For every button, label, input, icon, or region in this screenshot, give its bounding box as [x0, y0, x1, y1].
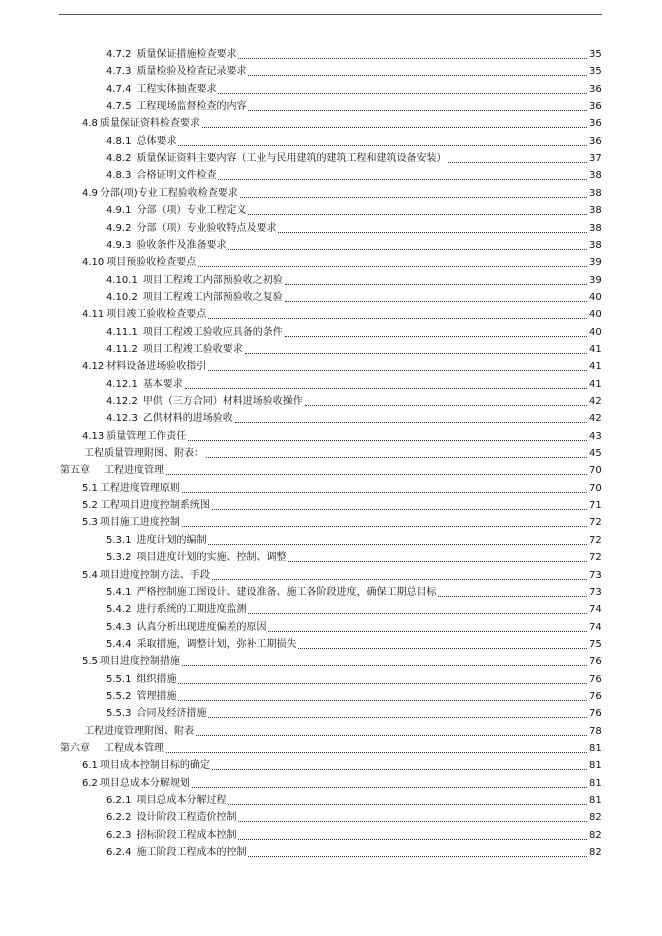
toc-entry-title: 分部（项）专业验收特点及要求 — [136, 222, 277, 234]
toc-leader-dots — [188, 439, 587, 441]
toc-entry[interactable] — [82, 512, 601, 529]
toc-entry-number: 5.4.3 — [106, 621, 132, 633]
toc-entry-page: 70 — [589, 465, 602, 477]
toc-entry[interactable] — [106, 807, 601, 824]
toc-entry-title: 分部（项）专业工程定义 — [136, 205, 247, 217]
toc-entry-number: 4.7.5 — [106, 101, 132, 113]
toc-leader-dots — [198, 265, 587, 267]
toc-entry-number: 4.12.1 — [106, 378, 138, 390]
toc-entry-title: 甲供（三方合同）材料进场验收操作 — [142, 396, 303, 407]
toc-entry-title: 质量管理工作责任 — [106, 430, 187, 442]
toc-entry-page: 81 — [589, 795, 602, 807]
toc-entry[interactable] — [106, 218, 601, 235]
toc-entry[interactable] — [82, 183, 601, 200]
toc-entry-title: 项目施工进度控制 — [99, 517, 180, 529]
toc-entry-title: 设计阶段工程造价控制 — [136, 812, 237, 824]
toc-entry[interactable] — [106, 96, 601, 113]
toc-entry-number: 4.10.2 — [106, 291, 138, 303]
toc-entry-page: 72 — [589, 552, 602, 564]
toc-entry-page: 43 — [589, 430, 602, 442]
toc-entry-title: 项目总成本分解过程 — [136, 795, 227, 807]
toc-leader-dots — [218, 178, 587, 180]
toc-entry-number: 4.10 — [82, 257, 105, 269]
toc-entry-page: 40 — [589, 291, 602, 303]
toc-entry[interactable] — [106, 391, 601, 408]
toc-leader-dots — [228, 248, 587, 250]
toc-entry-title: 分部(项)专业工程验收检查要求 — [99, 187, 238, 199]
toc-entry-page: 81 — [589, 743, 602, 754]
toc-leader-dots — [268, 630, 587, 632]
toc-leader-dots — [208, 369, 587, 371]
toc-leader-dots — [248, 612, 587, 614]
toc-leader-dots — [182, 525, 587, 527]
toc-entry-page: 42 — [589, 413, 602, 425]
toc-entry-title: 工程项目进度控制系统图 — [99, 500, 210, 512]
toc-entry-page: 38 — [589, 170, 602, 182]
toc-entry-page: 38 — [589, 222, 602, 234]
toc-entry-number: 5.5.3 — [106, 708, 132, 720]
toc-entry[interactable] — [106, 790, 601, 807]
toc-entry-title: 乙供材料的进场验收 — [142, 413, 233, 425]
toc-entry[interactable] — [106, 79, 601, 96]
toc-entry-title: 工程成本管理 — [104, 743, 164, 754]
toc-entry-page: 38 — [589, 205, 602, 217]
toc-leader-dots — [208, 317, 587, 319]
toc-leader-dots — [218, 92, 587, 94]
toc-entry-number: 4.7.4 — [106, 83, 132, 95]
toc-entry-page: 39 — [589, 257, 602, 269]
toc-leader-dots — [178, 699, 587, 701]
toc-entry[interactable] — [82, 356, 601, 373]
toc-entry-title: 合格证明文件检查 — [136, 170, 217, 182]
toc-entry-title: 项目工程竣工验收要求 — [142, 343, 243, 355]
toc-entry-page: 38 — [589, 187, 602, 199]
toc-entry-number: 4.7.3 — [106, 66, 132, 78]
toc-entry-page: 70 — [589, 482, 602, 494]
toc-leader-dots — [166, 751, 587, 753]
toc-entry-number: 4.8 — [82, 118, 98, 130]
toc-entry-page: 36 — [589, 83, 602, 95]
toc-leader-dots — [208, 716, 587, 718]
toc-entry[interactable] — [106, 339, 601, 356]
toc-entry-page: 36 — [589, 118, 602, 130]
toc-entry-page: 78 — [589, 725, 602, 737]
toc-entry[interactable] — [106, 374, 601, 391]
toc-entry[interactable] — [82, 651, 601, 668]
toc-entry[interactable] — [106, 270, 601, 287]
toc-entry-title: 工程现场监督检查的内容 — [136, 101, 247, 113]
toc-entry-number: 5.5.2 — [106, 690, 132, 702]
toc-leader-dots — [298, 647, 587, 649]
toc-entry-page: 73 — [589, 569, 602, 581]
toc-entry-number: 4.9 — [82, 187, 98, 199]
toc-entry-number: 5.4.4 — [106, 638, 132, 650]
toc-entry-title: 质量检验及检查记录要求 — [136, 66, 247, 78]
toc-leader-dots — [192, 786, 587, 788]
toc-entry[interactable] — [106, 44, 601, 61]
toc-leader-dots — [178, 144, 587, 146]
toc-leader-dots — [235, 421, 587, 423]
toc-entry[interactable] — [82, 252, 601, 269]
toc-entry-page: 73 — [589, 586, 602, 598]
toc-entry-title: 进度计划的编制 — [136, 534, 207, 546]
toc-entry-page: 35 — [589, 66, 602, 78]
toc-entry-title: 材料设备进场验收指引 — [106, 361, 207, 373]
toc-entry-number: 6.2.2 — [106, 812, 132, 824]
toc-entry-title: 工程质量管理附图、附表： — [84, 448, 204, 460]
toc-entry-number: 4.9.2 — [106, 222, 132, 234]
toc-leader-dots — [206, 456, 587, 458]
toc-leader-dots — [240, 196, 587, 198]
toc-leader-dots — [238, 57, 587, 59]
toc-entry-page: 38 — [589, 239, 602, 251]
toc-entry-number: 4.8.2 — [106, 153, 132, 165]
toc-entry-title: 施工阶段工程成本的控制 — [136, 847, 247, 859]
toc-leader-dots — [238, 838, 587, 840]
toc-entry-number: 第六章 — [60, 743, 90, 754]
toc-entry-title: 招标阶段工程成本控制 — [136, 829, 237, 841]
toc-entry-number: 4.9.3 — [106, 239, 132, 251]
toc-entry[interactable] — [60, 460, 601, 477]
toc-entry[interactable] — [106, 703, 601, 720]
toc-entry-page: 45 — [589, 448, 602, 460]
toc-entry[interactable] — [82, 773, 601, 790]
toc-entry[interactable] — [106, 131, 601, 148]
toc-entry-number: 4.11.2 — [106, 343, 138, 355]
toc-entry-title: 工程进度管理原则 — [99, 482, 180, 494]
toc-entry[interactable] — [84, 721, 601, 738]
toc-leader-dots — [238, 820, 587, 822]
toc-entry-page: 76 — [589, 673, 602, 685]
toc-entry-page: 35 — [589, 49, 602, 60]
toc-entry-title: 进行系统的工期进度监测 — [136, 604, 247, 616]
toc-entry-number: 5.5.1 — [106, 673, 132, 685]
toc-entry[interactable] — [106, 165, 601, 182]
toc-entry-page: 41 — [589, 343, 602, 355]
toc-entry[interactable] — [82, 478, 601, 495]
toc-leader-dots — [182, 664, 587, 666]
toc-entry-number: 6.2.3 — [106, 829, 132, 841]
toc-entry-page: 41 — [589, 361, 602, 373]
toc-entry[interactable] — [106, 322, 601, 339]
toc-entry-title: 项目工程竣工验收应具备的条件 — [142, 326, 283, 338]
toc-entry-page: 82 — [589, 829, 602, 841]
toc-leader-dots — [288, 560, 587, 562]
toc-entry[interactable] — [106, 148, 601, 165]
toc-entry-page: 40 — [589, 326, 602, 338]
toc-entry[interactable] — [106, 530, 601, 547]
toc-entry-page: 82 — [589, 847, 602, 859]
toc-entry[interactable] — [106, 582, 601, 599]
toc-leader-dots — [245, 352, 587, 354]
toc-entry-page: 39 — [589, 274, 602, 286]
toc-entry[interactable] — [106, 599, 601, 616]
toc-entry-page: 36 — [589, 101, 602, 113]
toc-entry-page: 76 — [589, 708, 602, 720]
toc-entry-title: 合同及经济措施 — [136, 708, 207, 720]
toc-entry-title: 项目成本控制目标的确定 — [99, 760, 210, 772]
toc-entry-title: 验收条件及准备要求 — [136, 239, 227, 251]
toc-entry[interactable] — [106, 200, 601, 217]
toc-entry-title: 项目进度控制措施 — [99, 656, 180, 668]
toc-leader-dots — [278, 231, 587, 233]
toc-entry-title: 项目预验收检查要点 — [106, 257, 197, 269]
toc-entry-number: 5.5 — [82, 656, 98, 668]
toc-entry-title: 管理措施 — [136, 690, 177, 702]
toc-entry-title: 严格控制施工图设计、建设准备、施工各阶段进度，确保工期总目标 — [136, 586, 437, 598]
toc-leader-dots — [285, 283, 587, 285]
toc-entry-number: 6.1 — [82, 760, 98, 772]
toc-entry[interactable] — [60, 738, 601, 755]
toc-entry-title: 项目总成本分解规划 — [99, 777, 190, 789]
toc-entry[interactable] — [106, 825, 601, 842]
toc-leader-dots — [196, 734, 587, 736]
toc-entry-page: 81 — [589, 760, 602, 772]
toc-entry-title: 组织措施 — [136, 673, 177, 685]
toc-entry[interactable] — [106, 287, 601, 304]
toc-entry-number: 6.2.4 — [106, 847, 132, 859]
toc-leader-dots — [448, 161, 587, 163]
toc-leader-dots — [202, 126, 587, 128]
toc-entry[interactable] — [82, 565, 601, 582]
toc-entry-page: 36 — [589, 135, 602, 147]
toc-leader-dots — [208, 543, 587, 545]
toc-entry[interactable] — [106, 61, 601, 78]
toc-leader-dots — [178, 682, 587, 684]
toc-leader-dots — [248, 855, 587, 857]
toc-entry-number: 4.12.3 — [106, 413, 138, 425]
toc-entry-title: 项目竣工验收检查要点 — [106, 309, 207, 321]
toc-leader-dots — [212, 578, 587, 580]
toc-entry-number: 4.12 — [82, 361, 105, 373]
toc-entry-title: 工程实体抽查要求 — [136, 83, 217, 95]
toc-leader-dots — [212, 508, 587, 510]
toc-entry[interactable] — [82, 755, 601, 772]
toc-entry-number: 5.3 — [82, 517, 98, 529]
toc-entry-number: 4.8.1 — [106, 135, 132, 147]
toc-entry-title: 项目工程竣工内部预验收之初验 — [142, 274, 283, 286]
toc-entry-title: 质量保证资料主要内容（工业与民用建筑的建筑工程和建筑设备安装） — [136, 153, 447, 165]
toc-entry[interactable] — [106, 686, 601, 703]
toc-entry-number: 第五章 — [60, 465, 90, 477]
toc-entry-page: 75 — [589, 638, 602, 650]
toc-entry-number: 6.2.1 — [106, 795, 132, 807]
toc-entry-title: 项目工程竣工内部预验收之复验 — [142, 291, 283, 303]
toc-entry-title: 项目进度控制方法、手段 — [99, 569, 210, 581]
toc-leader-dots — [438, 595, 587, 597]
toc-leader-dots — [228, 803, 587, 805]
toc-entry-page: 71 — [589, 500, 602, 512]
toc-entry-number: 5.2 — [82, 500, 98, 512]
toc-entry[interactable] — [106, 408, 601, 425]
toc-entry[interactable] — [82, 426, 601, 443]
toc-entry-number: 5.3.2 — [106, 552, 132, 564]
toc-leader-dots — [212, 768, 587, 770]
toc-entry-number: 4.7.2 — [106, 49, 132, 60]
toc-leader-dots — [182, 491, 587, 493]
toc-entry-title: 质量保证资料检查要求 — [99, 118, 200, 130]
toc-entry[interactable] — [106, 842, 601, 859]
toc-entry-number: 5.4.1 — [106, 586, 132, 598]
toc-entry-number: 4.9.1 — [106, 205, 132, 217]
toc-entry-title: 总体要求 — [136, 135, 177, 147]
toc-entry-number: 6.2 — [82, 777, 98, 789]
toc-entry-number: 4.12.2 — [106, 396, 138, 407]
toc-entry-title: 工程进度管理 — [104, 465, 164, 477]
toc-entry[interactable] — [106, 235, 601, 252]
toc-entry-page: 76 — [589, 690, 602, 702]
toc-entry-page: 76 — [589, 656, 602, 668]
toc-entry-title: 项目进度计划的实施、控制、调整 — [136, 552, 287, 564]
toc-entry-title: 采取措施，调整计划，弥补工期损失 — [136, 638, 297, 650]
toc-entry[interactable] — [106, 634, 601, 651]
toc-entry-title: 质量保证措施检查要求 — [136, 49, 237, 60]
toc-entry-page: 74 — [589, 604, 602, 616]
toc-entry-page: 41 — [589, 378, 602, 390]
toc-entry-page: 74 — [589, 621, 602, 633]
toc-entry[interactable] — [82, 495, 601, 512]
toc-entry-title: 工程进度管理附图、附表 — [84, 725, 194, 737]
toc-entry-page: 40 — [589, 309, 602, 321]
toc-entry[interactable] — [106, 669, 601, 686]
toc-leader-dots — [248, 213, 587, 215]
toc-entry-number: 4.11 — [82, 309, 105, 321]
toc-entry-page: 82 — [589, 812, 602, 824]
toc-entry-page: 42 — [589, 396, 602, 407]
toc-entry-number: 5.4 — [82, 569, 98, 581]
toc-entry[interactable] — [82, 304, 601, 321]
toc-entry-page: 72 — [589, 534, 602, 546]
toc-leader-dots — [248, 74, 587, 76]
header-rule — [59, 14, 602, 15]
toc-entry-number: 5.1 — [82, 482, 98, 494]
toc-leader-dots — [285, 335, 587, 337]
toc-entry-page: 81 — [589, 777, 602, 789]
toc-entry-page: 72 — [589, 517, 602, 529]
toc-leader-dots — [185, 387, 587, 389]
toc-entry-number: 5.4.2 — [106, 604, 132, 616]
toc-leader-dots — [305, 404, 587, 406]
toc-leader-dots — [166, 473, 587, 475]
toc-leader-dots — [285, 300, 587, 302]
toc-entry[interactable] — [106, 547, 601, 564]
toc-entry[interactable] — [84, 443, 601, 460]
toc-entry-title: 认真分析出现进度偏差的原因 — [136, 621, 267, 633]
toc-entry[interactable] — [106, 617, 601, 634]
toc-leader-dots — [248, 109, 587, 111]
toc-entry-number: 4.11.1 — [106, 326, 138, 338]
toc-entry-number: 4.13 — [82, 430, 105, 442]
toc-entry-number: 5.3.1 — [106, 534, 132, 546]
toc-entry-number: 4.8.3 — [106, 170, 132, 182]
toc-entry-page: 37 — [589, 153, 602, 165]
toc-entry-title: 基本要求 — [142, 378, 183, 390]
toc-entry[interactable] — [82, 113, 601, 130]
toc-entry-number: 4.10.1 — [106, 274, 138, 286]
